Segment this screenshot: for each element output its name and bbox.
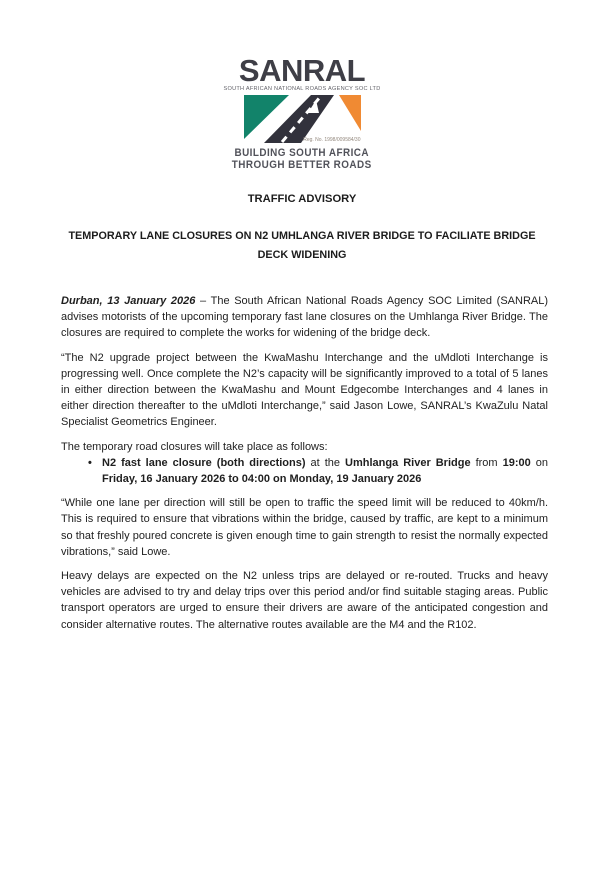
sanral-logo-subtitle: SOUTH AFRICAN NATIONAL ROADS AGENCY SOC LTD: [223, 86, 381, 92]
text-segment: Umhlanga River Bridge: [345, 456, 471, 469]
logo-tagline: [224, 148, 379, 172]
orange-triangle-icon: [339, 95, 361, 131]
text-segment: Heavy delays are expected on the N2 unless trips are delayed or re-routed. Trucks and heavy vehicles are advised to try and delay trips over this period and/or find suitable staging areas. Public transport operators are urged to ensure their drivers are aware of the anticipated congestion and consider alternative routes. The alternative routes available are the M4 and the R102.: [61, 570, 548, 631]
sanral-logo: [0, 53, 604, 172]
closure-bullet-list: [61, 455, 548, 487]
text-segment: “While one lane per direction will still be open to traffic the speed limit will be reduced to 40km/h. This is required to ensure that vibrations within the bridge, caused by traffic, are kept to a minimum so that freshly poured concrete is given enough time to gain strength to resist the normally expected vibrations,” said Lowe.: [61, 497, 548, 558]
title-line-1: TEMPORARY LANE CLOSURES ON N2 UMHLANGA RIVER BRIDGE TO FACILIATE BRIDGE: [68, 230, 536, 242]
tagline-line-2: THROUGH BETTER ROADS: [232, 158, 372, 171]
bullet-item: [102, 455, 548, 487]
text-segment: on: [530, 456, 548, 469]
tagline-line-1: BUILDING SOUTH AFRICA: [234, 147, 370, 159]
text-segment: from: [470, 456, 503, 469]
text-segment: N2 fast lane closure (both directions): [102, 456, 306, 469]
advisory-kicker: TRAFFIC ADVISORY: [247, 193, 357, 205]
text-segment: The temporary road closures will take place as follows:: [61, 440, 328, 453]
project-update-paragraph: [61, 350, 548, 431]
text-segment: “The N2 upgrade project between the KwaMashu Interchange and the uMdloti Interchange is progressing well. Once complete the N2’s capacity will be significantly improved to a total of 5 lanes in either direction between the KwaMashu and Mount Edgecombe Interchanges and 4 lanes in either direction thereafter to the uMdloti Interchange,” said Jason Lowe, SANRAL’s KwaZulu Natal Specialist Geometrics Engineer.: [61, 351, 548, 429]
delays-paragraph: [61, 568, 548, 633]
text-segment: Friday, 16 January 2026 to 04:00 on Monday, 19 January 2026: [102, 473, 422, 486]
closures-lead-paragraph: [61, 439, 548, 455]
text-segment: Durban, 13 January 2026: [61, 295, 196, 307]
road-graphic-svg: [244, 95, 361, 143]
logo-registration-number: Reg. No. 1998/009584/30: [303, 137, 361, 143]
text-segment: at the: [305, 456, 346, 469]
document-title: [0, 227, 604, 265]
dateline-paragraph: [61, 293, 548, 342]
text-segment: 19:00: [502, 456, 531, 469]
sanral-wordmark: SANRAL: [238, 53, 366, 88]
sanral-road-graphic: [244, 95, 361, 143]
title-line-2: DECK WIDENING: [257, 249, 347, 261]
text-segment: – The South African National Roads Agency SOC Limited (SANRAL) advises motorists of the upcoming temporary fast lane closures on the Umhlanga River Bridge. The closures are required to complete the works for widening of the bridge deck.: [61, 295, 549, 340]
document-body: [61, 293, 548, 641]
speed-limit-paragraph: [61, 495, 548, 560]
